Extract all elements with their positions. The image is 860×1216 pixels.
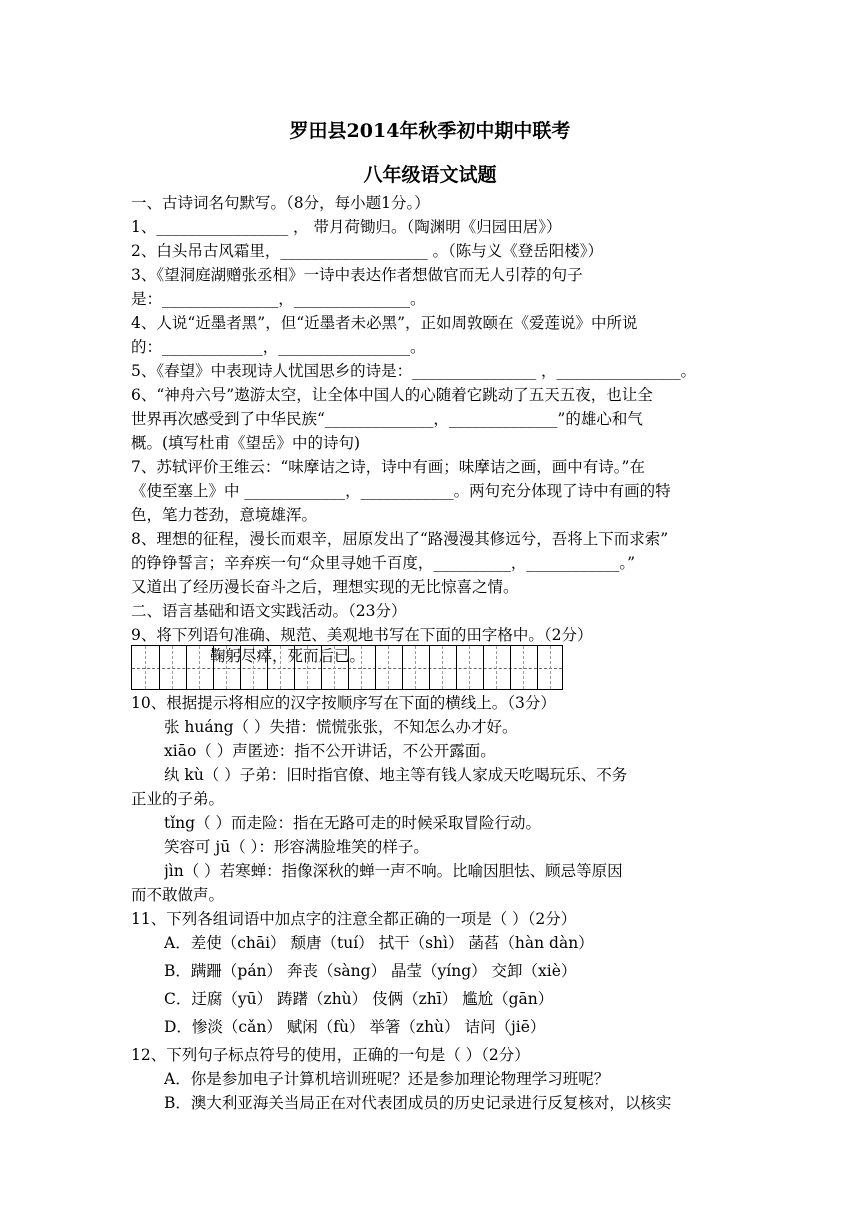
text-line: 一、古诗词名句默写。（8分，每小题1分。）: [131, 194, 430, 212]
text-line: 笑容可 jū（ ）：形容满脸堆笑的样子。: [164, 838, 429, 856]
text-line: 的铮铮誓言；辛弃疾一句“众里寻她千百度，__________，____________。”: [131, 554, 636, 572]
text-line: 1、_________________ ， 带月荷锄归。（陶渊明《归园田居》）: [131, 218, 562, 236]
text-line: C．迂腐（yū） 踌躇（zhù） 伎俩（zhī） 尴尬（gān）: [164, 990, 554, 1008]
text-line: 10、根据提示将相应的汉字按顺序写在下面的横线上。（3分）: [131, 694, 556, 712]
text-line: 二、语言基础和语文实践活动。（23分）: [131, 602, 407, 620]
exam-title: 罗田县2014年秋季初中期中联考: [289, 120, 571, 142]
text-line: 《使至塞上》中 _____________，____________。两句充分体现了诗中有画的特: [131, 482, 671, 500]
text-line: 的：_____________，_________________。: [131, 338, 426, 356]
grid-dash-vertical: [172, 646, 173, 689]
text-line: 概。(填写杜甫《望岳》中的诗句): [131, 434, 361, 452]
text-line: 纨 kù（ ）子弟：旧时指官僚、地主等有钱人家成天吃喝玩乐、不务: [164, 766, 628, 784]
text-line: 8、理想的征程，漫长而艰辛，屈原发出了“路漫漫其修远兮，吾将上下而求索”: [131, 530, 669, 548]
text-line: D．惨淡（cǎn） 赋闲（fù） 举箸（zhù） 诘问（jiē）: [164, 1018, 546, 1036]
text-line: B．澳大利亚海关当局正在对代表团成员的历史记录进行反复核对，以核实: [164, 1094, 672, 1112]
text-line: 世界再次感受到了中华民族“______________，______________”的雄心和气: [131, 410, 643, 428]
text-line: 正业的子弟。: [131, 790, 225, 808]
text-line: 6、“神舟六号”遨游太空，让全体中国人的心随着它跳动了五天五夜，也让全: [131, 386, 653, 404]
grid-dash-vertical: [199, 646, 200, 689]
text-line: 12、下列句子标点符号的使用，正确的一句是（ ）（2分）: [131, 1046, 530, 1064]
text-line: 又道出了经历漫长奋斗之后，理想实现的无比惊喜之情。: [131, 578, 519, 596]
text-line: 5、《春望》中表现诗人忧国思乡的诗是：________________ ，________________。: [131, 362, 697, 380]
grid-cell-border: [159, 646, 160, 689]
text-line: jìn（ ）若寒蝉：指像深秋的蝉一声不响。比喻因胆怯、顾忌等原因: [164, 862, 623, 880]
text-line: 张 huáng（ ）失措：慌慌张张，不知怎么办才好。: [164, 718, 518, 736]
grid-cell-border: [186, 646, 187, 689]
text-line: 而不敢做声。: [131, 886, 225, 904]
text-line: 4、人说“近墨者黑”，但“近墨者未必黑”，正如周敦颐在《爱莲说》中所说: [131, 314, 638, 332]
text-line: 9、将下列语句准确、规范、美观地书写在下面的田字格中。（2分）: [131, 626, 593, 644]
text-line: 7、苏轼评价王维云：“味摩诘之诗，诗中有画；味摩诘之画，画中有诗。”在: [131, 458, 645, 476]
text-line: tǐng（ ）而走险：指在无路可走的时候采取冒险行动。: [164, 814, 542, 832]
text-line: xiāo（ ）声匿迹：指不公开讲话，不公开露面。: [164, 742, 496, 760]
text-line: 色，笔力苍劲，意境雄浑。: [131, 506, 318, 524]
grid-midline: [132, 668, 562, 669]
text-line: 11、下列各组词语中加点字的注意全都正确的一项是（ ）（2分）: [131, 910, 577, 928]
exam-subtitle: 八年级语文试题: [363, 164, 497, 186]
text-line: B．蹒跚（pán） 奔丧（sàng） 晶莹（yíng） 交卸（xiè）: [164, 962, 577, 980]
text-line: A．差使（chāi） 颓唐（tuí） 拭干（shì） 菡萏（hàn dàn）: [164, 934, 594, 952]
text-line: A．你是参加电子计算机培训班呢？还是参加理论物理学习班呢？: [164, 1070, 610, 1088]
text-line: 2、白头吊古风霜里，___________________ 。（陈与义《登岳阳楼》）: [131, 242, 604, 260]
text-line: 鞠躬尽瘁，死而后已。: [210, 647, 366, 665]
text-line: 是：_______________，_______________。: [131, 290, 426, 308]
text-line: 3、《望洞庭湖赠张丞相》一诗中表达作者想做官而无人引荐的句子: [131, 266, 583, 284]
grid-dash-vertical: [145, 646, 146, 689]
